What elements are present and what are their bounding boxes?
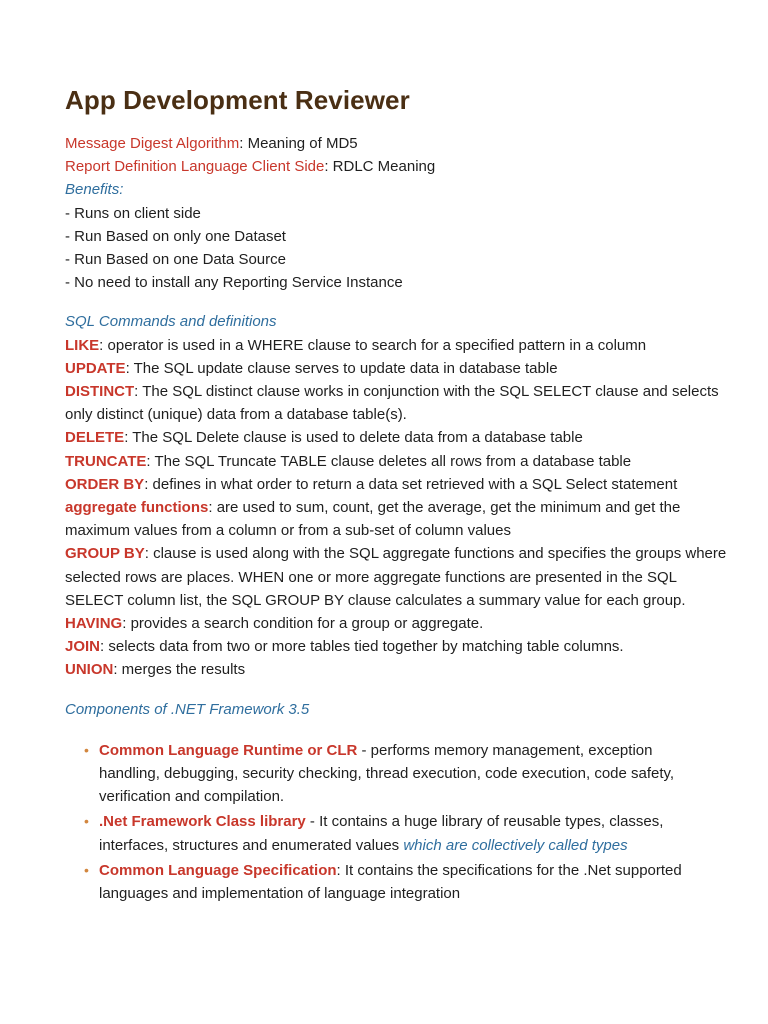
component-note: which are collectively called types bbox=[403, 836, 628, 854]
sql-command bbox=[65, 635, 728, 658]
sql-command bbox=[65, 450, 728, 473]
sql-term: JOIN bbox=[65, 638, 101, 656]
sql-term: UNION bbox=[65, 661, 114, 679]
sql-term: HAVING bbox=[65, 615, 123, 633]
sql-definition: : The SQL distinct clause works in conjunction with the SQL SELECT clause and selects only distinct (unique) data from a database table(s). bbox=[65, 383, 719, 424]
sql-command bbox=[65, 426, 728, 449]
sql-term: DISTINCT bbox=[65, 383, 135, 401]
component-term: Common Language Runtime or CLR bbox=[99, 741, 358, 759]
sql-term: UPDATE bbox=[65, 359, 126, 377]
intro-line bbox=[65, 155, 728, 178]
component-term: Common Language Specification bbox=[99, 861, 337, 879]
sql-definition: : The SQL update clause serves to update data in database table bbox=[125, 359, 558, 377]
sql-term: aggregate functions bbox=[65, 499, 209, 517]
intro-term: Message Digest Algorithm bbox=[65, 135, 240, 152]
sql-command bbox=[65, 334, 728, 357]
bullet-icon: • bbox=[84, 813, 89, 830]
component-description: - performs memory management, exception handling, debugging, security checking, thread execution, code execution, code safety, verification and compilation. bbox=[99, 741, 675, 806]
sql-definition: : The SQL Delete clause is used to delete data from a database table bbox=[124, 429, 583, 447]
sql-term: ORDER BY bbox=[65, 475, 145, 493]
intro-text: : Meaning of MD5 bbox=[239, 135, 358, 152]
list-item bbox=[84, 810, 728, 856]
sql-section bbox=[65, 310, 728, 681]
component-description: - It contains a huge library of reusable types, classes, interfaces, structures and enumerated values bbox=[99, 813, 664, 854]
sql-command bbox=[65, 380, 728, 426]
intro-text: : RDLC Meaning bbox=[324, 158, 436, 176]
sql-header: SQL Commands and definitions bbox=[65, 313, 277, 331]
sql-term: LIKE bbox=[65, 336, 100, 354]
component-description: : It contains the specifications for the .Net supported languages and implementation of language integration bbox=[99, 861, 682, 903]
sql-command bbox=[65, 357, 728, 380]
sql-command bbox=[65, 473, 728, 496]
benefit-item: - Runs on client side bbox=[65, 204, 201, 222]
sql-definition: : The SQL Truncate TABLE clause deletes all rows from a database table bbox=[146, 452, 632, 470]
component-term: .Net Framework Class library bbox=[99, 813, 306, 831]
intro-term: Report Definition Language Client Side bbox=[65, 158, 325, 176]
net-section bbox=[65, 698, 728, 906]
sql-term: TRUNCATE bbox=[65, 452, 147, 470]
list-item bbox=[84, 739, 728, 809]
sql-definition: : defines in what order to return a data set retrieved with a SQL Select statement bbox=[144, 475, 678, 493]
sql-definition: : are used to sum, count, get the average, get the minimum and get the maximum values from a column or from a sub-set of column values bbox=[65, 499, 681, 540]
list-item bbox=[84, 859, 728, 905]
page-title: App Development Reviewer bbox=[65, 85, 410, 115]
sql-term: DELETE bbox=[65, 429, 125, 447]
bullet-icon: • bbox=[84, 861, 89, 878]
sql-command bbox=[65, 496, 728, 542]
net-header: Components of .NET Framework 3.5 bbox=[65, 700, 310, 718]
sql-command bbox=[65, 658, 728, 681]
sql-term: GROUP BY bbox=[65, 545, 145, 563]
benefit-item: - Run Based on only one Dataset bbox=[65, 227, 286, 245]
sql-command bbox=[65, 542, 728, 612]
sql-definition: : clause is used along with the SQL aggregate functions and specifies the groups where selected rows are places. WHEN one or more aggregate functions are presented in the SQL SELECT column list, the SQL GROUP BY clause calculates a summary value for each group. bbox=[65, 545, 727, 609]
sql-definition: : merges the results bbox=[113, 661, 246, 679]
net-component-list bbox=[65, 739, 728, 905]
sql-definition: : provides a search condition for a group or aggregate. bbox=[122, 615, 484, 633]
benefit-item: - Run Based on one Data Source bbox=[65, 251, 286, 269]
sql-definition: : selects data from two or more tables tied together by matching table columns. bbox=[100, 638, 624, 656]
benefits-header: Benefits: bbox=[65, 181, 124, 199]
intro-section bbox=[65, 132, 728, 294]
intro-line bbox=[65, 132, 728, 155]
benefit-item: - No need to install any Reporting Service Instance bbox=[65, 274, 403, 292]
bullet-icon: • bbox=[84, 741, 89, 758]
sql-definition: : operator is used in a WHERE clause to search for a specified pattern in a column bbox=[99, 336, 647, 354]
sql-command bbox=[65, 612, 728, 635]
